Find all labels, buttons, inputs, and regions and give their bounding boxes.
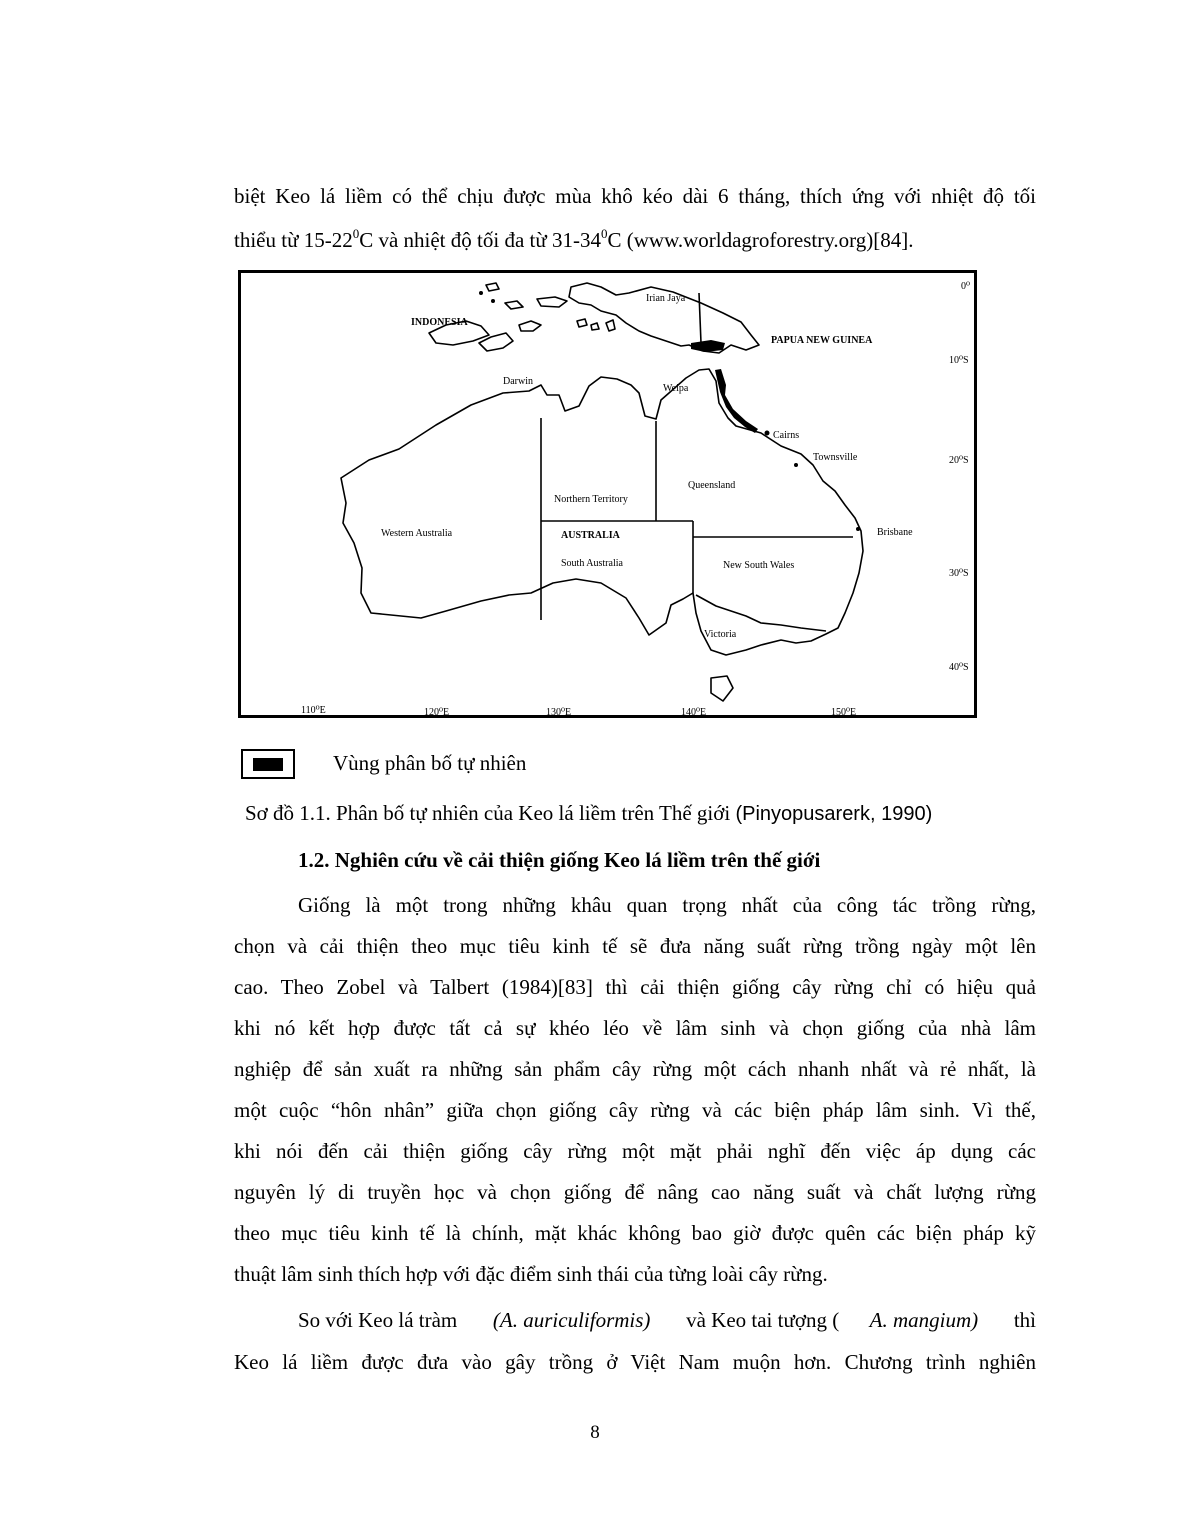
legend-box <box>241 749 295 779</box>
p2-species-2: A. mangium) <box>869 1308 979 1332</box>
distribution-dot-1 <box>765 431 770 436</box>
island-2 <box>479 333 513 351</box>
distribution-map <box>238 270 977 718</box>
intro-superscript-2: 0 <box>600 226 608 241</box>
label-northern-territory: Northern Territory <box>554 494 628 505</box>
label-south-australia: South Australia <box>561 558 623 569</box>
distribution-dot-3 <box>856 527 860 531</box>
paragraph2-line-2: Keo lá liềm được đưa vào gây trồng ở Việt Nam muộn hơn. Chương trình nghiên <box>234 1350 1036 1374</box>
paragraph1-line-2: chọn và cải thiện theo mục tiêu kinh tế sẽ đưa năng suất rừng trồng ngày một lên <box>234 934 1036 958</box>
label-new-south-wales: New South Wales <box>723 560 795 571</box>
paragraph1-line-6: một cuộc “hôn nhân” giữa chọn giống cây rừng và các biện pháp lâm sinh. Vì thế, <box>234 1098 1036 1122</box>
label-png: PAPUA NEW GUINEA <box>771 335 873 346</box>
island-8 <box>577 319 587 327</box>
p2-species-1: (A. auriculiformis) <box>492 1308 651 1332</box>
paragraph1-line-7: khi nói đến cải thiện giống cây rừng một mặt phải nghĩ đến việc áp dụng các <box>234 1139 1036 1163</box>
legend-text: Vùng phân bố tự nhiên <box>333 751 527 775</box>
page-number: 8 <box>590 1422 600 1443</box>
lat-0: 0⁰ <box>961 281 971 292</box>
label-western-australia: Western Australia <box>381 528 453 539</box>
label-townsville: Townsville <box>813 452 858 463</box>
island-3 <box>519 321 541 331</box>
distribution-png <box>691 340 725 352</box>
nsw-vic-border <box>696 595 826 631</box>
distribution-dot-4 <box>479 291 483 295</box>
paragraph1-line-5: nghiệp để sản xuất ra những sản phẩm cây rừng một cách nhanh nhất và rẻ nhất, là <box>234 1057 1036 1081</box>
legend-swatch <box>253 758 283 771</box>
label-irian-jaya: Irian Jaya <box>646 293 686 304</box>
figure-caption <box>245 799 932 828</box>
lon-110e: 110⁰E <box>301 705 326 715</box>
lat-20s: 20⁰S <box>949 455 969 466</box>
paragraph1-line-3: cao. Theo Zobel và Talbert (1984)[83] thì cải thiện giống cây rừng chỉ có hiệu quả <box>234 975 1036 999</box>
lat-10s: 10⁰S <box>949 355 969 366</box>
island-6 <box>486 283 499 291</box>
island-9 <box>591 323 599 330</box>
label-cairns: Cairns <box>773 430 800 441</box>
label-brisbane: Brisbane <box>877 527 913 538</box>
label-darwin: Darwin <box>503 376 533 387</box>
p2-text-1: So với Keo lá tràm <box>298 1308 463 1332</box>
intro-line-2-b: C và nhiệt độ tối đa từ 31-34 <box>359 228 601 252</box>
lat-40s: 40⁰S <box>949 662 969 673</box>
distribution-dot-5 <box>491 299 495 303</box>
map-drawing <box>241 273 974 715</box>
caption-source: (Pinyopusarerk, 1990) <box>735 803 933 825</box>
lon-120e: 120⁰E <box>424 707 450 715</box>
label-australia: AUSTRALIA <box>561 530 620 541</box>
paragraph1-line-4: khi nó kết hợp được tất cả sự khéo léo về lâm sinh và chọn giống của nhà lâm <box>234 1016 1036 1040</box>
island-7 <box>606 320 615 331</box>
p2-text-3: thì <box>1008 1308 1036 1332</box>
png-border <box>699 293 701 343</box>
distribution-dot-2 <box>794 463 798 467</box>
australia-outline <box>341 369 863 655</box>
paragraph1-line-8: nguyên lý di truyền học và chọn giống để nâng cao năng suất và chất lượng rừng <box>234 1180 1036 1204</box>
paragraph2-line-1 <box>298 1306 1036 1334</box>
section-heading: 1.2. Nghiên cứu về cải thiện giống Keo lá liềm trên thế giới <box>298 848 821 872</box>
caption-main: Sơ đồ 1.1. Phân bố tự nhiên của Keo lá liềm trên Thế giới <box>245 801 736 825</box>
paragraph1-line-1: Giống là một trong những khâu quan trọng nhất của công tác trồng rừng, <box>298 893 1036 917</box>
island-4 <box>537 297 567 307</box>
island-5 <box>505 301 523 309</box>
intro-line-1: biệt Keo lá liềm có thể chịu được mùa khô kéo dài 6 tháng, thích ứng với nhiệt độ tối <box>234 184 1036 208</box>
label-weipa: Weipa <box>663 383 689 394</box>
distribution-cape-york <box>715 369 758 433</box>
intro-line-2-c: C (www.worldagroforestry.org)[84]. <box>607 228 914 252</box>
intro-line-2 <box>234 226 1036 254</box>
lon-150e: 150⁰E <box>831 707 857 715</box>
paragraph1-line-10: thuật lâm sinh thích hợp với đặc điểm sinh thái của từng loài cây rừng. <box>234 1262 828 1286</box>
intro-line-2-a: thiểu từ 15-22 <box>234 228 353 252</box>
lat-30s: 30⁰S <box>949 568 969 579</box>
intro-superscript-1: 0 <box>352 226 360 241</box>
label-indonesia: INDONESIA <box>411 317 468 328</box>
lon-140e: 140⁰E <box>681 707 707 715</box>
lon-130e: 130⁰E <box>546 707 572 715</box>
p2-text-2: và Keo tai tượng ( <box>680 1308 840 1332</box>
tasmania-outline <box>711 676 733 701</box>
label-victoria: Victoria <box>704 629 737 640</box>
paragraph1-line-9: theo mục tiêu kinh tế là chính, mặt khác không bao giờ được quên các biện pháp kỹ <box>234 1221 1036 1245</box>
label-queensland: Queensland <box>688 480 736 491</box>
